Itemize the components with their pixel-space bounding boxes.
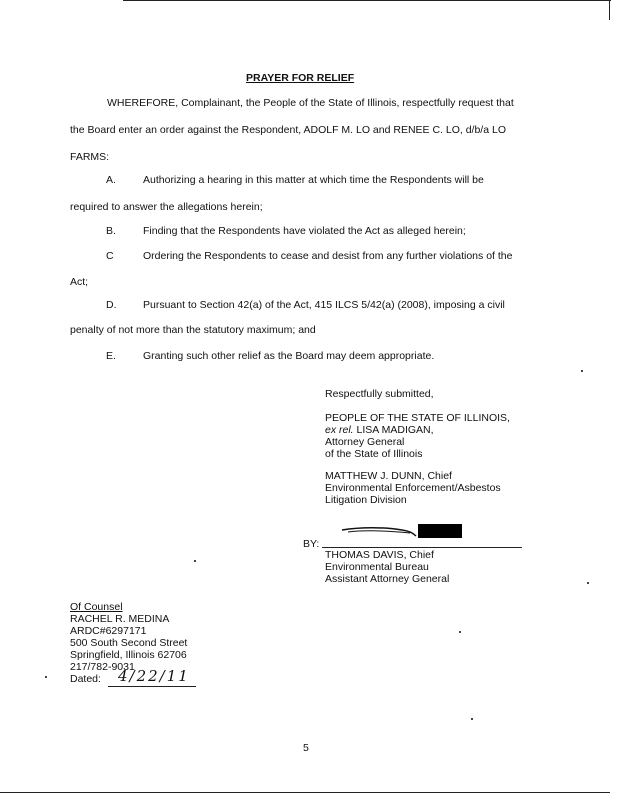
signature-block — [325, 388, 510, 506]
signer-title: Assistant Attorney General — [325, 573, 450, 585]
scan-speck — [45, 676, 47, 678]
scan-speck — [459, 631, 461, 633]
counsel-phone: 217/782-9031 — [70, 661, 135, 673]
chief-division-2: Litigation Division — [325, 494, 407, 506]
item-a-mark: A. — [106, 174, 116, 186]
chief-name: MATTHEW J. DUNN, Chief — [325, 470, 452, 482]
item-d-text-cont: penalty of not more than the statutory maximum; and — [70, 324, 316, 336]
ex-rel-prefix: ex rel. — [325, 424, 354, 436]
page-border-right — [609, 0, 610, 20]
item-e-text: Granting such other relief as the Board may deem appropriate. — [143, 350, 435, 362]
dated-label: Dated: — [70, 673, 101, 685]
counsel-heading: Of Counsel — [70, 601, 123, 613]
page-border-top — [123, 0, 611, 1]
signer-name: THOMAS DAVIS, Chief — [325, 549, 434, 561]
signer-block — [325, 549, 449, 585]
item-a-text: Authorizing a hearing in this matter at which time the Respondents will be — [143, 174, 484, 186]
scan-speck — [587, 582, 589, 584]
scan-speck — [471, 718, 473, 720]
attorney-general-title: Attorney General — [325, 436, 405, 448]
by-label: BY: — [303, 538, 320, 550]
item-b-text: Finding that the Respondents have violated the Act as alleged herein; — [143, 225, 466, 237]
item-d-text: Pursuant to Section 42(a) of the Act, 415 ILCS 5/42(a) (2008), imposing a civil — [143, 299, 505, 311]
chief-division-1: Environmental Enforcement/Asbestos — [325, 482, 501, 494]
attorney-general-state: of the State of Illinois — [325, 448, 423, 460]
item-c-text: Ordering the Respondents to cease and desist from any further violations of the — [143, 250, 513, 262]
redacted-signature — [418, 524, 462, 538]
item-b-mark: B. — [106, 225, 116, 237]
scan-speck — [581, 370, 583, 372]
scan-speck — [194, 560, 196, 562]
item-a-text-cont: required to answer the allegations herein; — [70, 201, 263, 213]
item-d-mark: D. — [106, 299, 117, 311]
ex-rel-name: LISA MADIGAN, — [356, 424, 434, 436]
page-number: 5 — [303, 742, 309, 754]
item-e-mark: E. — [106, 350, 116, 362]
intro-line-2: the Board enter an order against the Respondent, ADOLF M. LO and RENEE C. LO, d/b/a LO — [70, 124, 506, 136]
page-border-bottom — [0, 792, 610, 793]
section-title: PRAYER FOR RELIEF — [246, 72, 355, 84]
item-c-mark: C — [106, 250, 114, 262]
counsel-city: Springfield, Illinois 62706 — [70, 649, 187, 661]
item-c-text-cont: Act; — [70, 276, 89, 288]
respectfully-submitted: Respectfully submitted, — [325, 388, 434, 400]
counsel-ardc: ARDC#6297171 — [70, 625, 147, 637]
dated-handwritten: 4/22/11 — [118, 667, 190, 685]
ex-rel-line — [325, 424, 510, 436]
counsel-name: RACHEL R. MEDINA — [70, 613, 170, 625]
people-of-state: PEOPLE OF THE STATE OF ILLINOIS, — [325, 412, 510, 424]
signature-scribble — [340, 518, 420, 540]
intro-line-3: FARMS: — [70, 151, 110, 163]
signature-line — [322, 547, 522, 548]
signer-bureau: Environmental Bureau — [325, 561, 429, 573]
intro-line-1: WHEREFORE, Complainant, the People of the State of Illinois, respectfully request that — [107, 97, 514, 109]
dated-line — [108, 686, 196, 687]
counsel-street: 500 South Second Street — [70, 637, 188, 649]
